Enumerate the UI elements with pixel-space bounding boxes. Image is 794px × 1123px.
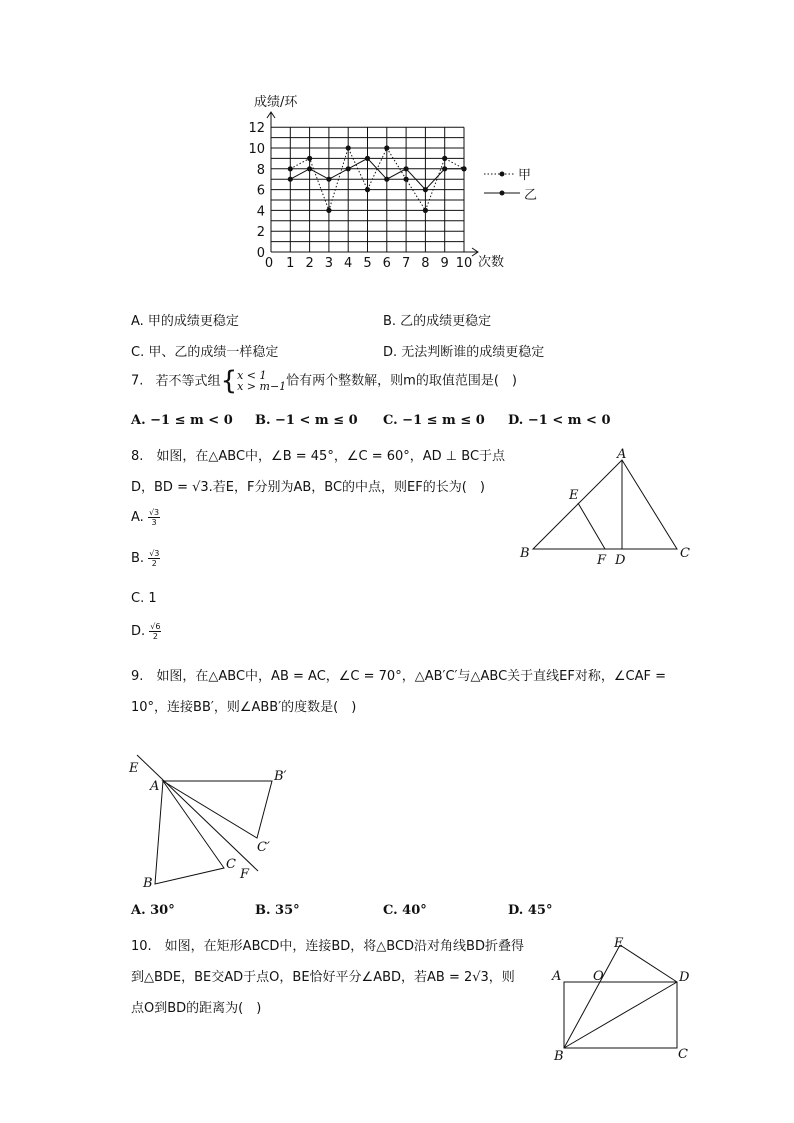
q8-option-a-label: A. <box>131 510 144 525</box>
q7-ineq-1: x < 1 <box>237 369 267 382</box>
q10-label-a: A <box>552 969 562 984</box>
q8-stem-line-2: D，BD = √3.若E，F分别为AB，BC的中点，则EF的长为( ) <box>131 480 485 495</box>
q8-d-numerator: √6 <box>150 622 161 631</box>
legend-jia-marker <box>500 172 505 177</box>
q8-triangle-figure <box>510 440 710 570</box>
q10-label-c: C <box>678 1047 688 1062</box>
q9-stem-line-2: 10°，连接BB′，则∠ABB′的度数是( ) <box>131 700 357 715</box>
legend-jia-label: 甲 <box>518 168 532 183</box>
series-jia-point <box>384 145 389 150</box>
series-jia-point <box>307 156 312 161</box>
q6-option-d[interactable]: D. 无法判断谁的成绩更稳定 <box>383 345 545 360</box>
y-tick-label: 2 <box>256 225 265 241</box>
q10-segment-ed <box>620 945 677 982</box>
series-yi-point <box>307 166 312 171</box>
q9-label-c: C <box>226 857 236 872</box>
q8-label-f: F <box>597 553 607 568</box>
legend-yi-marker <box>500 191 505 196</box>
q6-option-c[interactable]: C. 甲、乙的成绩一样稳定 <box>131 345 279 360</box>
q7-option-b[interactable]: B. −1 < m ≤ 0 <box>255 413 358 428</box>
q9-label-a: A <box>150 779 160 794</box>
series-yi-point <box>461 166 466 171</box>
q9-reflection-figure <box>125 745 295 895</box>
q10-stem-line-2: 到△BDE，BE交AD于点O，BE恰好平分∠ABD，若AB = 2√3，则 <box>131 970 515 985</box>
score-line-chart <box>240 88 540 278</box>
q10-segment-be <box>564 945 620 1048</box>
y-axis-title: 成绩/环 <box>254 95 298 110</box>
q9-line-ef <box>137 755 258 871</box>
series-jia-point <box>404 177 409 182</box>
series-jia-point <box>288 166 293 171</box>
x-tick-label: 7 <box>401 256 411 271</box>
series-yi-line <box>290 158 464 189</box>
x-tick-label: 6 <box>382 256 391 271</box>
q7-stem <box>131 366 517 396</box>
q8-option-d-label: D. <box>131 624 146 639</box>
x-tick-label: 10 <box>455 256 473 271</box>
q9-stem-line-1: 9. 如图，在△ABC中，AB = AC，∠C = 70°，△AB′C′与△ABC关于直线EF对称，∠CAF = <box>131 669 666 684</box>
x-tick-label: 5 <box>363 256 372 271</box>
q8-label-c: C <box>680 546 690 561</box>
series-jia-point <box>423 208 428 213</box>
q7-stem-pre: 若不等式组 <box>155 373 221 389</box>
q7-number: 7. <box>131 373 144 389</box>
q8-d-denominator: 2 <box>152 632 158 641</box>
q10-stem-line-1: 10. 如图，在矩形ABCD中，连接BD，将△BCD沿对角线BD折叠得 <box>131 939 524 954</box>
y-tick-label: 12 <box>248 121 265 137</box>
q9-option-b[interactable]: B. 35° <box>255 903 300 918</box>
q6-option-b[interactable]: B. 乙的成绩更稳定 <box>383 314 492 329</box>
q8-option-c[interactable]: C. 1 <box>131 591 157 606</box>
q10-label-o: O <box>593 969 604 984</box>
q8-segment-ef <box>578 503 605 549</box>
series-yi-point <box>423 187 428 192</box>
series-yi-point <box>288 177 293 182</box>
q6-option-a[interactable]: A. 甲的成绩更稳定 <box>131 314 239 329</box>
q8-option-b-fraction <box>148 549 160 568</box>
x-tick-label: 0 <box>264 256 274 271</box>
x-tick-label: 2 <box>305 256 314 271</box>
series-jia-point <box>442 156 447 161</box>
q10-label-b: B <box>554 1049 564 1064</box>
q8-option-b[interactable] <box>131 549 160 568</box>
q8-label-e: E <box>569 488 579 503</box>
q7-option-c[interactable]: C. −1 ≤ m ≤ 0 <box>383 413 485 428</box>
q10-label-e: E <box>614 936 624 951</box>
q8-stem-line-1: 8. 如图，在△ABC中，∠B = 45°，∠C = 60°，AD ⊥ BC于点 <box>131 449 506 464</box>
legend-yi-label: 乙 <box>524 188 538 203</box>
x-tick-label: 8 <box>421 256 430 271</box>
chart-axes <box>267 112 478 256</box>
series-yi-point <box>365 156 370 161</box>
series-jia-point <box>346 145 351 150</box>
series-yi-point <box>442 166 447 171</box>
q8-a-denominator: 3 <box>151 518 157 527</box>
q9-label-f: F <box>240 867 250 882</box>
x-tick-label: 4 <box>344 256 353 271</box>
q8-b-numerator: √3 <box>149 549 160 558</box>
q9-triangle-ab2c2 <box>163 781 272 838</box>
q8-b-denominator: 2 <box>151 559 157 568</box>
q9-label-e: E <box>129 761 139 776</box>
x-tick-label: 9 <box>440 256 449 271</box>
q7-system-brace: { <box>220 366 238 396</box>
q10-stem-line-3: 点O到BD的距离为( ) <box>131 1001 262 1016</box>
q8-option-a[interactable] <box>131 508 160 527</box>
q8-option-d-fraction <box>149 622 161 641</box>
q9-label-b: B <box>143 876 153 891</box>
series-yi-point <box>404 166 409 171</box>
y-tick-label: 4 <box>256 204 265 220</box>
series-yi-point <box>384 177 389 182</box>
q8-a-numerator: √3 <box>148 508 160 517</box>
x-tick-label: 1 <box>286 256 295 271</box>
q9-option-c[interactable]: C. 40° <box>383 903 427 918</box>
q10-diagonal-bd <box>564 982 677 1048</box>
q9-triangle-abc <box>155 781 224 884</box>
q10-label-d: D <box>679 970 690 985</box>
x-axis-title: 次数 <box>478 255 505 270</box>
q7-option-d[interactable]: D. −1 < m < 0 <box>508 413 611 428</box>
series-yi-point <box>326 177 331 182</box>
q7-option-a[interactable]: A. −1 ≤ m < 0 <box>131 413 233 428</box>
y-tick-label: 0 <box>256 246 265 261</box>
q9-option-a[interactable]: A. 30° <box>131 903 175 918</box>
series-jia-point <box>365 187 370 192</box>
y-tick-label: 6 <box>256 183 265 199</box>
q8-option-d[interactable] <box>131 622 161 641</box>
q8-label-a: A <box>617 447 627 462</box>
q8-triangle-abc <box>533 460 677 549</box>
q7-inequality-system <box>237 370 286 392</box>
q9-option-d[interactable]: D. 45° <box>508 903 553 918</box>
y-tick-label: 10 <box>248 142 265 157</box>
q8-label-d: D <box>615 553 626 568</box>
q9-label-b-prime: B′ <box>274 769 287 784</box>
q7-stem-post: 恰有两个整数解，则m的取值范围是( ) <box>286 373 517 389</box>
q8-label-b: B <box>520 546 530 561</box>
x-tick-label: 3 <box>324 256 334 271</box>
q8-option-a-fraction <box>148 508 160 527</box>
q9-label-c-prime: C′ <box>257 840 270 855</box>
y-tick-label: 8 <box>256 162 265 178</box>
q8-option-b-label: B. <box>131 551 145 566</box>
series-jia-point <box>326 208 331 213</box>
series-yi-point <box>346 166 351 171</box>
q7-ineq-2: x > m−1 <box>237 380 287 393</box>
q10-rectangle-figure <box>545 930 700 1065</box>
